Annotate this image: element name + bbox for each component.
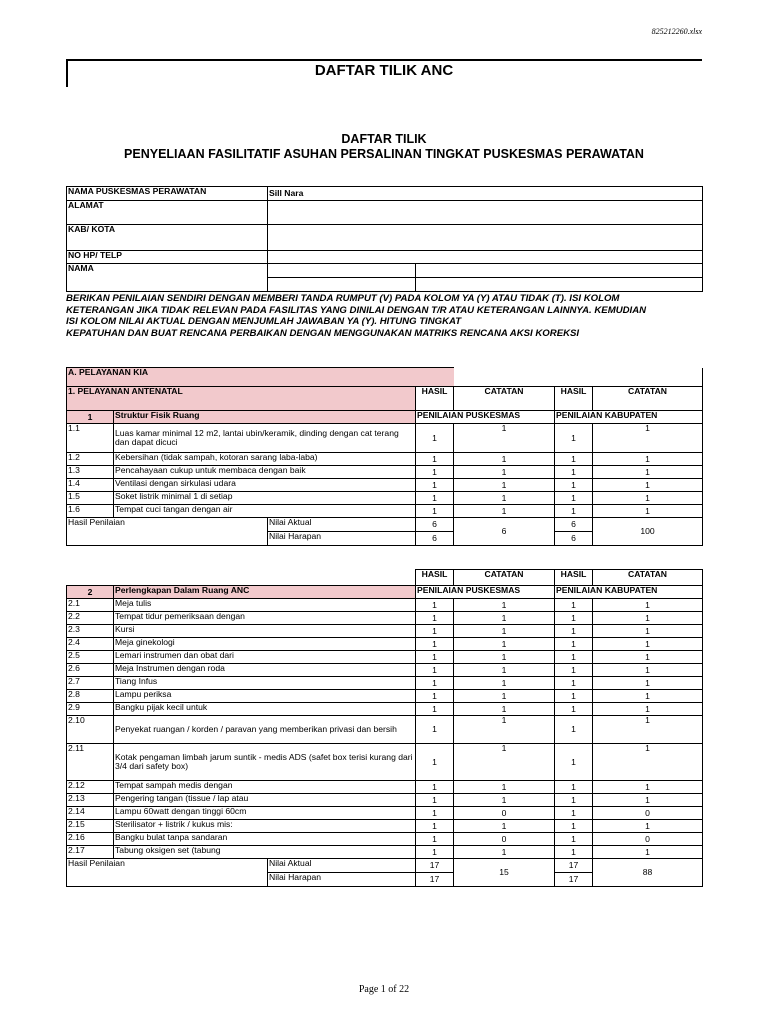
item-description: Tiang Infus: [114, 677, 416, 690]
hasil-puskesmas: 1: [416, 677, 454, 690]
file-name: 825212260.xlsx: [651, 27, 702, 36]
title-border-top: [66, 59, 702, 61]
table-row: [67, 505, 703, 518]
g2-header-hasil-kabupaten: HASIL: [555, 570, 593, 586]
hasil-kabupaten: 1: [555, 807, 593, 820]
catatan-kabupaten: 1: [593, 599, 703, 612]
catatan-kabupaten: 0: [593, 807, 703, 820]
hasil-kabupaten: 1: [555, 744, 593, 781]
info-value-telp: [268, 251, 703, 264]
hasil-kabupaten: 1: [555, 479, 593, 492]
hasil-kabupaten: 1: [555, 833, 593, 846]
item-description: Pencahayaan cukup untuk membaca dengan baik: [114, 466, 416, 479]
struktur-fisik-table: [66, 367, 703, 546]
hasil-puskesmas: 1: [416, 505, 454, 518]
catatan-kabupaten: 1: [593, 638, 703, 651]
hasil-puskesmas: 1: [416, 424, 454, 453]
group2-hasil-penilaian: Hasil Penilaian: [67, 859, 268, 887]
catatan-puskesmas: 1: [454, 820, 555, 833]
item-number: 2.2: [67, 612, 114, 625]
item-description: Bangku pijak kecil untuk: [114, 703, 416, 716]
item-number: 2.15: [67, 820, 114, 833]
item-number: 2.12: [67, 781, 114, 794]
table-row: [67, 833, 703, 846]
table-row: [67, 651, 703, 664]
catatan-kabupaten: 1: [593, 664, 703, 677]
table-row: [67, 820, 703, 833]
hasil-puskesmas: 1: [416, 690, 454, 703]
item-number: 2.9: [67, 703, 114, 716]
group1-title: Struktur Fisik Ruang: [114, 411, 416, 424]
table-row: [67, 794, 703, 807]
item-number: 1.2: [67, 453, 114, 466]
hasil-puskesmas: 1: [416, 833, 454, 846]
catatan-puskesmas: 0: [454, 807, 555, 820]
penilaian-puskesmas-label: PENILAIAN PUSKESMAS: [416, 411, 555, 424]
item-description: Lemari instrumen dan obat dari: [114, 651, 416, 664]
perlengkapan-table: [66, 569, 703, 887]
item-description: Sterilisator + listrik / kukus mis:: [114, 820, 416, 833]
item-number: 1.3: [67, 466, 114, 479]
subtitle-line-2: PENYELIAAN FASILITATIF ASUHAN PERSALINAN TINGKAT PUSKESMAS PERAWATAN: [124, 147, 644, 161]
table-row: [67, 492, 703, 505]
hasil-puskesmas: 1: [416, 781, 454, 794]
item-number: 2.16: [67, 833, 114, 846]
info-value-nama-3: [268, 278, 416, 292]
table-row: [67, 807, 703, 820]
group2-harapan-puskesmas: 17: [416, 873, 454, 887]
catatan-kabupaten: 1: [593, 492, 703, 505]
catatan-puskesmas: 1: [454, 716, 555, 744]
item-number: 2.17: [67, 846, 114, 859]
hasil-puskesmas: 1: [416, 466, 454, 479]
blank-cell: [555, 368, 593, 387]
info-label-nama: NAMA: [67, 264, 268, 292]
item-description: Tempat tidur pemeriksaan dengan: [114, 612, 416, 625]
header-catatan-kabupaten: CATATAN: [593, 387, 703, 411]
catatan-kabupaten: 1: [593, 794, 703, 807]
item-description: Luas kamar minimal 12 m2, lantai ubin/keramik, dinding dengan cat terang dan dapat dicuci: [114, 424, 416, 453]
item-description: Meja Instrumen dengan roda: [114, 664, 416, 677]
group2-title: Perlengkapan Dalam Ruang ANC: [114, 586, 416, 599]
hasil-puskesmas: 1: [416, 846, 454, 859]
group2-nilai-aktual-label: Nilai Aktual: [268, 859, 416, 873]
hasil-kabupaten: 1: [555, 716, 593, 744]
catatan-kabupaten: 1: [593, 453, 703, 466]
table-row: [67, 677, 703, 690]
catatan-puskesmas: 1: [454, 677, 555, 690]
group1-aktual-puskesmas: 6: [416, 518, 454, 532]
item-description: Tempat sampah medis dengan: [114, 781, 416, 794]
hasil-kabupaten: 1: [555, 781, 593, 794]
hasil-kabupaten: 1: [555, 846, 593, 859]
item-number: 2.11: [67, 744, 114, 781]
item-description: Soket listrik minimal 1 di setiap: [114, 492, 416, 505]
group1-harapan-puskesmas: 6: [416, 532, 454, 546]
catatan-kabupaten: 1: [593, 479, 703, 492]
item-number: 2.5: [67, 651, 114, 664]
table-row: [67, 599, 703, 612]
item-number: 2.4: [67, 638, 114, 651]
hasil-puskesmas: 1: [416, 479, 454, 492]
table-row: [67, 690, 703, 703]
catatan-kabupaten: 1: [593, 677, 703, 690]
catatan-kabupaten: 1: [593, 703, 703, 716]
section-a-title: A. PELAYANAN KIA: [67, 368, 454, 387]
g2-header-catatan-puskesmas: CATATAN: [454, 570, 555, 586]
hasil-kabupaten: 1: [555, 505, 593, 518]
item-description: Meja ginekologi: [114, 638, 416, 651]
item-number: 1.1: [67, 424, 114, 453]
catatan-puskesmas: 1: [454, 505, 555, 518]
hasil-kabupaten: 1: [555, 612, 593, 625]
info-value-alamat: [268, 201, 703, 225]
table-row: [67, 612, 703, 625]
catatan-kabupaten: 1: [593, 466, 703, 479]
info-value-nama-2: [416, 264, 703, 278]
instruction-line-1: BERIKAN PENILAIAN SENDIRI DENGAN MEMBERI TANDA RUMPUT (V) PADA KOLOM YA (Y) ATAU TIDAK (T). ISI KOLOM: [66, 293, 620, 304]
info-label-kota: KAB/ KOTA: [67, 225, 268, 251]
blank-cell: [454, 368, 555, 387]
catatan-puskesmas: 1: [454, 794, 555, 807]
info-label-puskesmas: NAMA PUSKESMAS PERAWATAN: [67, 187, 268, 201]
info-value-nama-4: [416, 278, 703, 292]
hasil-kabupaten: 1: [555, 651, 593, 664]
hasil-kabupaten: 1: [555, 820, 593, 833]
hasil-kabupaten: 1: [555, 664, 593, 677]
group2-catatan-kabupaten: 88: [593, 859, 703, 887]
catatan-puskesmas: 1: [454, 781, 555, 794]
hasil-puskesmas: 1: [416, 453, 454, 466]
catatan-kabupaten: 1: [593, 820, 703, 833]
hasil-puskesmas: 1: [416, 703, 454, 716]
group2-catatan-puskesmas: 15: [454, 859, 555, 887]
table-row: [67, 703, 703, 716]
catatan-puskesmas: 1: [454, 424, 555, 453]
catatan-puskesmas: 1: [454, 625, 555, 638]
group2-nilai-harapan-label: Nilai Harapan: [268, 873, 416, 887]
hasil-kabupaten: 1: [555, 424, 593, 453]
section-a-subtitle: 1. PELAYANAN ANTENATAL: [67, 387, 416, 411]
group2-number: 2: [67, 586, 114, 599]
table-row: [67, 424, 703, 453]
item-number: 2.1: [67, 599, 114, 612]
hasil-puskesmas: 1: [416, 638, 454, 651]
group1-aktual-kabupaten: 6: [555, 518, 593, 532]
table-row: [67, 664, 703, 677]
group1-harapan-kabupaten: 6: [555, 532, 593, 546]
catatan-puskesmas: 1: [454, 453, 555, 466]
item-description: Pengering tangan (tissue / lap atau: [114, 794, 416, 807]
catatan-puskesmas: 1: [454, 690, 555, 703]
catatan-puskesmas: 1: [454, 612, 555, 625]
catatan-kabupaten: 1: [593, 651, 703, 664]
catatan-puskesmas: 1: [454, 703, 555, 716]
table-row: [67, 479, 703, 492]
instruction-line-3: ISI KOLOM NILAI AKTUAL DENGAN MENJUMLAH JAWABAN YA (Y). HITUNG TINGKAT: [66, 316, 462, 327]
catatan-kabupaten: 1: [593, 744, 703, 781]
catatan-kabupaten: 1: [593, 690, 703, 703]
hasil-puskesmas: 1: [416, 599, 454, 612]
hasil-kabupaten: 1: [555, 690, 593, 703]
info-value-kota: [268, 225, 703, 251]
header-hasil-kabupaten: HASIL: [555, 387, 593, 411]
hasil-kabupaten: 1: [555, 466, 593, 479]
catatan-puskesmas: 1: [454, 492, 555, 505]
catatan-puskesmas: 1: [454, 651, 555, 664]
page-title: DAFTAR TILIK ANC: [314, 62, 454, 79]
item-number: 2.8: [67, 690, 114, 703]
group2-aktual-puskesmas: 17: [416, 859, 454, 873]
catatan-puskesmas: 1: [454, 479, 555, 492]
catatan-puskesmas: 1: [454, 846, 555, 859]
blank-cell: [67, 570, 416, 586]
hasil-kabupaten: 1: [555, 625, 593, 638]
hasil-kabupaten: 1: [555, 638, 593, 651]
hasil-kabupaten: 1: [555, 677, 593, 690]
item-description: Meja tulis: [114, 599, 416, 612]
header-catatan-puskesmas: CATATAN: [454, 387, 555, 411]
item-description: Kotak pengaman limbah jarum suntik - medis ADS (safet box terisi kurang dari 3/4 dari safety box): [114, 744, 416, 781]
catatan-puskesmas: 1: [454, 638, 555, 651]
hasil-puskesmas: 1: [416, 794, 454, 807]
item-number: 1.5: [67, 492, 114, 505]
table-row: [67, 846, 703, 859]
catatan-kabupaten: 1: [593, 424, 703, 453]
item-description: Lampu 60watt dengan tinggi 60cm: [114, 807, 416, 820]
catatan-kabupaten: 0: [593, 833, 703, 846]
group1-nilai-harapan-label: Nilai Harapan: [268, 532, 416, 546]
penilaian-kabupaten-label: PENILAIAN KABUPATEN: [555, 411, 703, 424]
subtitle-line-1: DAFTAR TILIK: [341, 132, 427, 146]
group1-nilai-aktual-label: Nilai Aktual: [268, 518, 416, 532]
item-number: 2.13: [67, 794, 114, 807]
item-description: Penyekat ruangan / korden / paravan yang memberikan privasi dan bersih: [114, 716, 416, 744]
hasil-puskesmas: 1: [416, 664, 454, 677]
hasil-puskesmas: 1: [416, 716, 454, 744]
g2-penilaian-kabupaten-label: PENILAIAN KABUPATEN: [555, 586, 703, 599]
group1-catatan-kabupaten: 100: [593, 518, 703, 546]
info-label-alamat: ALAMAT: [67, 201, 268, 225]
item-description: Tabung oksigen set (tabung: [114, 846, 416, 859]
hasil-puskesmas: 1: [416, 625, 454, 638]
table-row: [67, 625, 703, 638]
catatan-kabupaten: 1: [593, 505, 703, 518]
item-description: Bangku bulat tanpa sandaran: [114, 833, 416, 846]
catatan-kabupaten: 1: [593, 716, 703, 744]
header-hasil-puskesmas: HASIL: [416, 387, 454, 411]
info-value-nama-1: [268, 264, 416, 278]
catatan-puskesmas: 1: [454, 599, 555, 612]
instruction-line-2: KETERANGAN JIKA TIDAK RELEVAN PADA FASILITAS YANG DINILAI DENGAN T/R ATAU KETERANGAN LAINNYA. KEMUDIAN: [66, 304, 647, 316]
item-number: 2.3: [67, 625, 114, 638]
catatan-kabupaten: 1: [593, 625, 703, 638]
hasil-kabupaten: 1: [555, 453, 593, 466]
g2-penilaian-puskesmas-label: PENILAIAN PUSKESMAS: [416, 586, 555, 599]
catatan-puskesmas: 1: [454, 466, 555, 479]
hasil-kabupaten: 1: [555, 794, 593, 807]
catatan-puskesmas: 1: [454, 744, 555, 781]
catatan-kabupaten: 1: [593, 781, 703, 794]
hasil-puskesmas: 1: [416, 820, 454, 833]
hasil-puskesmas: 1: [416, 744, 454, 781]
facility-info-table: [66, 186, 703, 292]
group2-harapan-kabupaten: 17: [555, 873, 593, 887]
hasil-puskesmas: 1: [416, 612, 454, 625]
table-row: [67, 744, 703, 781]
info-label-telp: NO HP/ TELP: [67, 251, 268, 264]
table-row: [67, 466, 703, 479]
item-number: 2.10: [67, 716, 114, 744]
item-description: Kursi: [114, 625, 416, 638]
item-number: 2.7: [67, 677, 114, 690]
catatan-puskesmas: 0: [454, 833, 555, 846]
item-description: Ventilasi dengan sirkulasi udara: [114, 479, 416, 492]
table-row: [67, 453, 703, 466]
info-value-puskesmas: Sill Nara: [268, 187, 703, 201]
g2-header-hasil-puskesmas: HASIL: [416, 570, 454, 586]
hasil-kabupaten: 1: [555, 599, 593, 612]
group1-hasil-penilaian: Hasil Penilaian: [67, 518, 268, 546]
instruction-line-4: KEPATUHAN DAN BUAT RENCANA PERBAIKAN DENGAN MENGGUNAKAN MATRIKS RENCANA AKSI KOREKSI: [66, 327, 580, 339]
table-row: [67, 716, 703, 744]
group1-catatan-puskesmas: 6: [454, 518, 555, 546]
item-number: 1.6: [67, 505, 114, 518]
item-description: Tempat cuci tangan dengan air: [114, 505, 416, 518]
hasil-puskesmas: 1: [416, 807, 454, 820]
table-row: [67, 781, 703, 794]
group1-number: 1: [67, 411, 114, 424]
hasil-kabupaten: 1: [555, 703, 593, 716]
item-description: Lampu periksa: [114, 690, 416, 703]
instructions: [66, 293, 706, 339]
item-number: 2.6: [67, 664, 114, 677]
g2-header-catatan-kabupaten: CATATAN: [593, 570, 703, 586]
catatan-puskesmas: 1: [454, 664, 555, 677]
page-number: Page 1 of 22: [358, 984, 410, 995]
catatan-kabupaten: 1: [593, 846, 703, 859]
catatan-kabupaten: 1: [593, 612, 703, 625]
item-number: 1.4: [67, 479, 114, 492]
hasil-puskesmas: 1: [416, 492, 454, 505]
hasil-kabupaten: 1: [555, 492, 593, 505]
item-number: 2.14: [67, 807, 114, 820]
hasil-puskesmas: 1: [416, 651, 454, 664]
table-row: [67, 638, 703, 651]
item-description: Kebersihan (tidak sampah, kotoran sarang laba-laba): [114, 453, 416, 466]
blank-cell: [593, 368, 703, 387]
group2-aktual-kabupaten: 17: [555, 859, 593, 873]
